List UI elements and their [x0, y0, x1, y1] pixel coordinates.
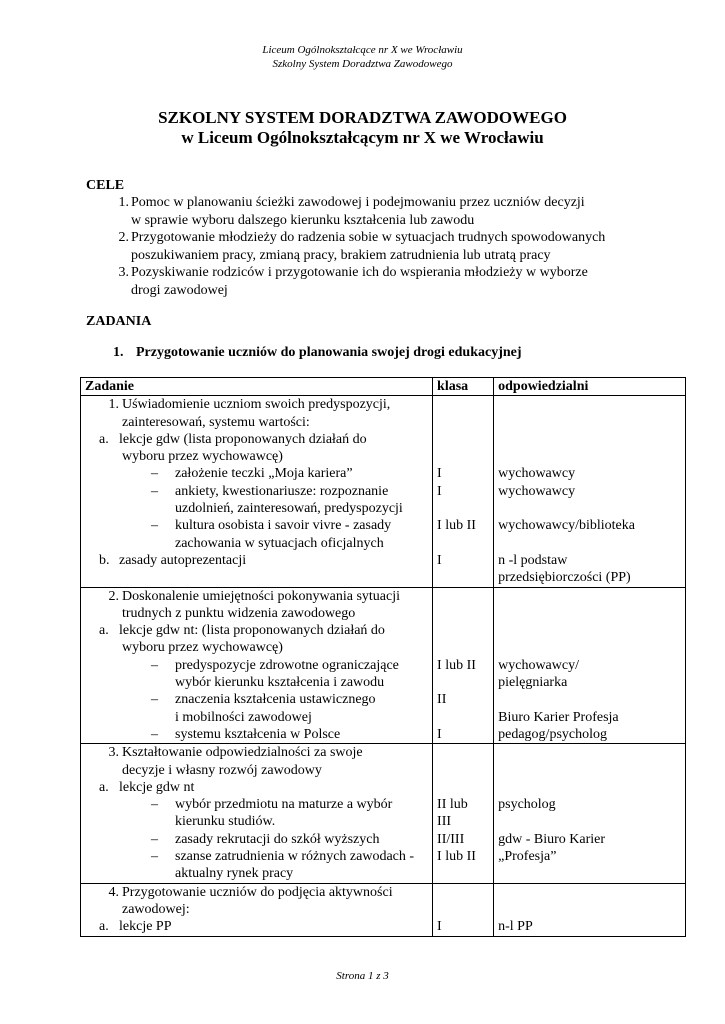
task-line: [85, 674, 428, 691]
task-text: decyzje i własny rozwój zawodowy: [122, 762, 322, 778]
task-text: zasady autoprezentacji: [119, 552, 247, 568]
goal-text: poszukiwaniem pracy, zmianą pracy, brakiem zatrudnienia lub utratą pracy: [131, 247, 551, 263]
class-value: [437, 639, 489, 656]
responsible-value: pedagog/psycholog: [498, 726, 607, 742]
task-line: [85, 865, 428, 882]
class-value: [437, 588, 489, 605]
task-line: [85, 483, 428, 500]
task-line: [85, 691, 428, 708]
class-value: [437, 762, 489, 779]
goal-line: [96, 282, 656, 300]
class-cell: [433, 883, 494, 936]
responsible-value: „Profesja”: [498, 849, 557, 865]
responsible-value: [498, 901, 681, 918]
responsible-value: [498, 448, 681, 465]
task-line: [85, 831, 428, 848]
task-line: [85, 779, 428, 796]
goal-text: Przygotowanie młodzieży do radzenia sobie w sytuacjach trudnych spowodowanych: [131, 230, 606, 246]
task-text: szanse zatrudnienia w różnych zawodach -: [175, 849, 415, 865]
task-text: Doskonalenie umiejętności pokonywania sytuacji: [122, 588, 400, 604]
class-value: I: [437, 919, 442, 935]
responsible-value: [498, 396, 681, 413]
task-line: [85, 709, 428, 726]
task-letter: b.: [99, 552, 110, 568]
task-line: [85, 726, 428, 743]
document-title: SZKOLNY SYSTEM DORADZTWA ZAWODOWEGO: [158, 108, 567, 127]
class-value: I lub II: [437, 849, 476, 865]
class-value: [437, 448, 489, 465]
responsible-cell: [494, 744, 686, 883]
class-value: III: [437, 814, 452, 830]
task-text: wybór kierunku kształcenia i zawodu: [175, 675, 385, 691]
class-value: [437, 901, 489, 918]
task-line: [85, 396, 428, 413]
task-cell: [81, 744, 433, 883]
task-letter: a.: [99, 779, 109, 795]
goal-text: Pozyskiwanie rodziców i przygotowanie ich do wspierania młodzieży w wyborze: [131, 265, 588, 281]
class-value: [437, 744, 489, 761]
responsible-value: przedsiębiorczości (PP): [498, 570, 631, 586]
task-line: [85, 500, 428, 517]
task-text: zachowania w sytuacjach oficjalnych: [175, 535, 384, 551]
goal-number: 2.: [118, 230, 129, 246]
task-text: lekcje gdw (lista proponowanych działań do: [119, 431, 367, 447]
task-text: predyspozycje zdrowotne ograniczające: [175, 657, 399, 673]
responsible-value: pielęgniarka: [498, 675, 568, 691]
task-letter: a.: [99, 919, 109, 935]
goal-line: [96, 212, 656, 230]
goal-number: [96, 247, 131, 265]
goal-number: 1.: [118, 195, 129, 210]
class-value: [437, 622, 489, 639]
class-value: I: [437, 466, 442, 482]
task-line: [85, 414, 428, 431]
responsible-value: [498, 500, 681, 517]
responsible-cell: [494, 883, 686, 936]
responsible-value: [498, 884, 681, 901]
class-cell: [433, 396, 494, 587]
task-number: 3.: [108, 745, 119, 761]
responsible-value: [498, 535, 681, 552]
class-value: I: [437, 552, 442, 568]
goals-heading: CELE: [86, 178, 125, 193]
task-line: [85, 465, 428, 482]
task-text: zainteresowań, systemu wartości:: [122, 414, 310, 430]
class-value: [437, 709, 489, 726]
task-text: ankiety, kwestionariusze: rozpoznanie: [175, 483, 389, 499]
dash-bullet: –: [151, 466, 158, 482]
task-text: i mobilności zawodowej: [175, 709, 312, 725]
goal-line: [96, 194, 656, 212]
responsible-cell: [494, 587, 686, 744]
goal-line: [96, 264, 656, 282]
dash-bullet: –: [151, 831, 158, 847]
task-line: [85, 517, 428, 534]
task-line: [85, 588, 428, 605]
class-value: I: [437, 726, 442, 742]
class-value: [437, 414, 489, 431]
task-text: zasady rekrutacji do szkół wyższych: [175, 831, 380, 847]
class-value: I lub II: [437, 657, 476, 673]
task-text: kierunku studiów.: [175, 814, 276, 830]
responsible-value: [498, 431, 681, 448]
goal-line: [96, 247, 656, 265]
task-text: Uświadomienie uczniom swoich predyspozycji,: [122, 397, 391, 413]
responsible-value: [498, 605, 681, 622]
responsible-value: wychowawcy/: [498, 657, 579, 673]
task-cell: [81, 587, 433, 744]
task-text: wyboru przez wychowawcę): [122, 640, 283, 656]
dash-bullet: –: [151, 692, 158, 708]
task-text: znaczenia kształcenia ustawicznego: [175, 692, 376, 708]
task-line: [85, 884, 428, 901]
task-line: [85, 605, 428, 622]
class-cell: [433, 744, 494, 883]
responsible-value: Biuro Karier Profesja: [498, 709, 619, 725]
subheading-number: 1.: [113, 345, 124, 360]
task-line: [85, 813, 428, 830]
responsible-value: [498, 588, 681, 605]
tasks-table: [80, 377, 686, 937]
table-header-row: [81, 378, 686, 396]
class-value: I: [437, 483, 442, 499]
class-value: [437, 605, 489, 622]
task-text: trudnych z punktu widzenia zawodowego: [122, 605, 356, 621]
responsible-value: n-l PP: [498, 919, 533, 935]
goals-list: [96, 194, 656, 300]
task-text: zawodowej:: [122, 901, 190, 917]
task-text: systemu kształcenia w Polsce: [175, 726, 341, 742]
goal-line: [96, 229, 656, 247]
task-line: [85, 622, 428, 639]
task-text: uzdolnień, zainteresowań, predyspozycji: [175, 501, 403, 517]
dash-bullet: –: [151, 797, 158, 813]
dash-bullet: –: [151, 483, 158, 499]
dash-bullet: –: [151, 518, 158, 534]
table-row: [81, 883, 686, 936]
goal-number: [96, 282, 131, 300]
responsible-value: wychowawcy/biblioteka: [498, 518, 635, 534]
responsible-value: [498, 639, 681, 656]
class-value: [437, 779, 489, 796]
task-text: lekcje PP: [119, 919, 172, 935]
tasks-subheading: [113, 345, 522, 361]
task-line: [85, 639, 428, 656]
task-text: lekcje gdw nt: (lista proponowanych działań do: [119, 623, 385, 639]
task-line: [85, 535, 428, 552]
responsible-value: [498, 762, 681, 779]
task-line: [85, 744, 428, 761]
page-footer: Strona 1 z 3: [336, 970, 389, 982]
task-letter: a.: [99, 623, 109, 639]
page-header-line-1: Liceum Ogólnokształcące nr X we Wrocławiu: [262, 44, 463, 56]
goal-text: Pomoc w planowaniu ścieżki zawodowej i podejmowaniu przez uczniów decyzji: [131, 195, 585, 210]
page-header-line-2: Szkolny System Doradztwa Zawodowego: [272, 58, 453, 70]
task-number: 1.: [108, 397, 119, 413]
responsible-value: [498, 622, 681, 639]
task-text: wybór przedmiotu na maturze a wybór: [175, 797, 393, 813]
task-text: kultura osobista i savoir vivre - zasady: [175, 518, 392, 534]
class-value: II lub: [437, 797, 468, 813]
dash-bullet: –: [151, 657, 158, 673]
column-header-task: Zadanie: [81, 378, 433, 396]
task-line: [85, 448, 428, 465]
table-row: [81, 587, 686, 744]
responsible-value: [498, 691, 681, 708]
task-line: [85, 431, 428, 448]
task-cell: [81, 883, 433, 936]
responsible-value: wychowawcy: [498, 466, 576, 482]
goal-text: drogi zawodowej: [131, 282, 228, 298]
table-row: [81, 396, 686, 587]
responsible-value: [498, 779, 681, 796]
class-cell: [433, 587, 494, 744]
task-line: [85, 657, 428, 674]
task-letter: a.: [99, 431, 109, 447]
task-text: założenie teczki „Moja kariera”: [175, 466, 353, 482]
responsible-value: [498, 813, 681, 830]
task-text: lekcje gdw nt: [119, 779, 195, 795]
responsible-cell: [494, 396, 686, 587]
column-header-responsible: odpowiedzialni: [494, 378, 686, 396]
tasks-heading: ZADANIA: [86, 314, 152, 329]
responsible-value: psycholog: [498, 797, 556, 813]
class-value: [437, 500, 489, 517]
class-value: II/III: [437, 831, 465, 847]
task-line: [85, 901, 428, 918]
goal-number: 3.: [118, 265, 129, 281]
subheading-text: Przygotowanie uczniów do planowania swojej drogi edukacyjnej: [136, 345, 522, 360]
task-number: 4.: [108, 884, 119, 900]
goal-number: [96, 212, 131, 230]
task-line: [85, 796, 428, 813]
responsible-value: n -l podstaw: [498, 552, 568, 568]
document-subtitle: w Liceum Ogólnokształcącym nr X we Wrocławiu: [181, 128, 544, 147]
task-line: [85, 848, 428, 865]
task-line: [85, 762, 428, 779]
class-value: II: [437, 692, 447, 708]
dash-bullet: –: [151, 726, 158, 742]
task-text: Kształtowanie odpowiedzialności za swoje: [122, 745, 363, 761]
responsible-value: wychowawcy: [498, 483, 576, 499]
responsible-value: gdw - Biuro Karier: [498, 831, 606, 847]
table-row: [81, 744, 686, 883]
class-value: [437, 884, 489, 901]
task-line: [85, 918, 428, 935]
responsible-value: [498, 744, 681, 761]
task-text: Przygotowanie uczniów do podjęcia aktywności: [122, 884, 393, 900]
column-header-class: klasa: [433, 378, 494, 396]
task-text: wyboru przez wychowawcę): [122, 449, 283, 465]
task-text: aktualny rynek pracy: [175, 866, 294, 882]
task-cell: [81, 396, 433, 587]
task-line: [85, 552, 428, 569]
goal-text: w sprawie wyboru dalszego kierunku kształcenia lub zawodu: [131, 212, 475, 228]
class-value: [437, 674, 489, 691]
dash-bullet: –: [151, 849, 158, 865]
class-value: [437, 396, 489, 413]
class-value: I lub II: [437, 518, 476, 534]
class-value: [437, 535, 489, 552]
class-value: [437, 431, 489, 448]
responsible-value: [498, 414, 681, 431]
task-number: 2.: [108, 588, 119, 604]
